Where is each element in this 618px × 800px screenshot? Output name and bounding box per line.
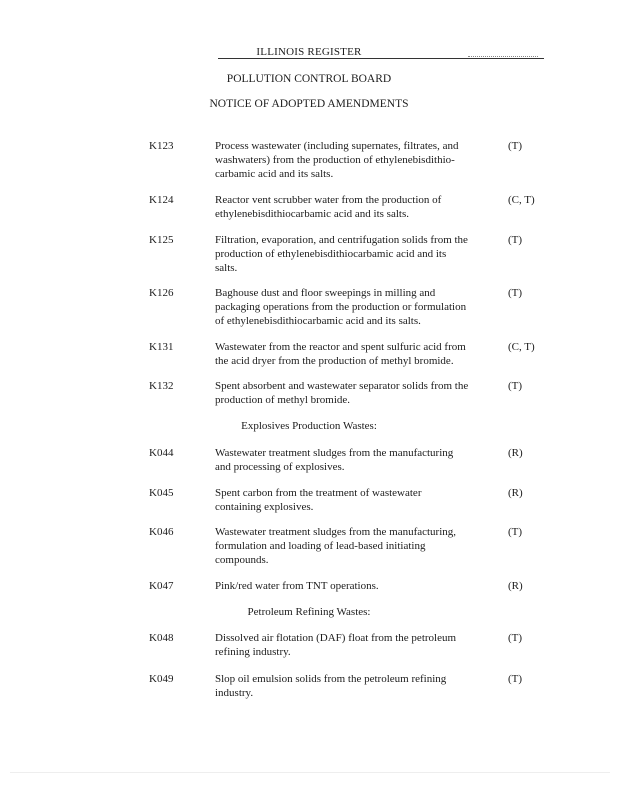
description-line: Process wastewater (including supernates, filtrates, and (215, 140, 459, 152)
header-rule (218, 58, 544, 59)
page-bottom-edge (10, 772, 610, 773)
waste-code: K132 (149, 380, 174, 392)
description-line: of ethylenebisdithiocarbamic acid and its salts. (215, 315, 421, 327)
waste-description (215, 446, 497, 474)
waste-code: K131 (149, 341, 174, 353)
description-line: Slop oil emulsion solids from the petroleum refining (215, 673, 447, 685)
description-line: Reactor vent scrubber water from the production of (215, 194, 442, 206)
description-line: production of ethylenebisdithiocarbamic acid and its (215, 248, 447, 260)
description-line: and processing of explosives. (215, 461, 345, 473)
header-rule-faint (468, 56, 538, 57)
waste-code: K046 (149, 526, 174, 538)
description-line: Wastewater from the reactor and spent sulfuric acid from (215, 341, 466, 353)
waste-description (215, 486, 497, 514)
hazard-code: (T) (508, 632, 523, 644)
waste-code: K044 (149, 447, 174, 459)
waste-description (215, 286, 497, 328)
description-line: Pink/red water from TNT operations. (215, 580, 379, 592)
description-line: packaging operations from the production or formulation (215, 301, 467, 313)
board-title: POLLUTION CONTROL BOARD (226, 73, 392, 85)
notice-title: NOTICE OF ADOPTED AMENDMENTS (209, 98, 409, 110)
hazard-code: (T) (508, 287, 523, 299)
section-heading-explosives: Explosives Production Wastes: (241, 420, 377, 432)
waste-description (215, 193, 497, 221)
waste-description (215, 379, 497, 407)
waste-code: K126 (149, 287, 174, 299)
description-line: the acid dryer from the production of methyl bromide. (215, 355, 454, 367)
register-title: ILLINOIS REGISTER (256, 46, 362, 58)
description-line: production of methyl bromide. (215, 394, 351, 406)
description-line: formulation and loading of lead-based initiating (215, 540, 426, 552)
description-line: Spent carbon from the treatment of wastewater (215, 487, 422, 499)
waste-code: K045 (149, 487, 174, 499)
hazard-code: (R) (508, 487, 523, 499)
waste-code: K125 (149, 234, 174, 246)
hazard-code: (T) (508, 526, 523, 538)
waste-description (215, 340, 497, 368)
description-line: Baghouse dust and floor sweepings in milling and (215, 287, 436, 299)
description-line: ethylenebisdithiocarbamic acid and its salts. (215, 208, 409, 220)
hazard-code: (C, T) (508, 194, 535, 206)
waste-code: K123 (149, 140, 174, 152)
section-heading-petroleum: Petroleum Refining Wastes: (247, 606, 371, 618)
description-line: washwaters) from the production of ethylenebisdithio- (215, 154, 455, 166)
waste-description (215, 672, 497, 700)
hazard-code: (T) (508, 673, 523, 685)
hazard-code: (T) (508, 234, 523, 246)
description-line: Wastewater treatment sludges from the manufacturing (215, 447, 454, 459)
hazard-code: (C, T) (508, 341, 535, 353)
description-line: refining industry. (215, 646, 291, 658)
description-line: Wastewater treatment sludges from the manufacturing, (215, 526, 457, 538)
description-line: Spent absorbent and wastewater separator solids from the (215, 380, 469, 392)
hazard-code: (R) (508, 580, 523, 592)
waste-code: K124 (149, 194, 174, 206)
waste-code: K049 (149, 673, 174, 685)
description-line: Filtration, evaporation, and centrifugation solids from the (215, 234, 468, 246)
waste-description (215, 233, 497, 275)
hazard-code: (T) (508, 140, 523, 152)
description-line: Dissolved air flotation (DAF) float from the petroleum (215, 632, 457, 644)
hazard-code: (T) (508, 380, 523, 392)
waste-description (215, 525, 497, 567)
description-line: carbamic acid and its salts. (215, 168, 334, 180)
waste-description (215, 631, 497, 659)
waste-code: K047 (149, 580, 174, 592)
waste-description (215, 139, 497, 181)
description-line: salts. (215, 262, 238, 274)
description-line: industry. (215, 687, 254, 699)
description-line: compounds. (215, 554, 269, 566)
waste-code: K048 (149, 632, 174, 644)
waste-description (215, 579, 497, 593)
description-line: containing explosives. (215, 501, 314, 513)
hazard-code: (R) (508, 447, 523, 459)
